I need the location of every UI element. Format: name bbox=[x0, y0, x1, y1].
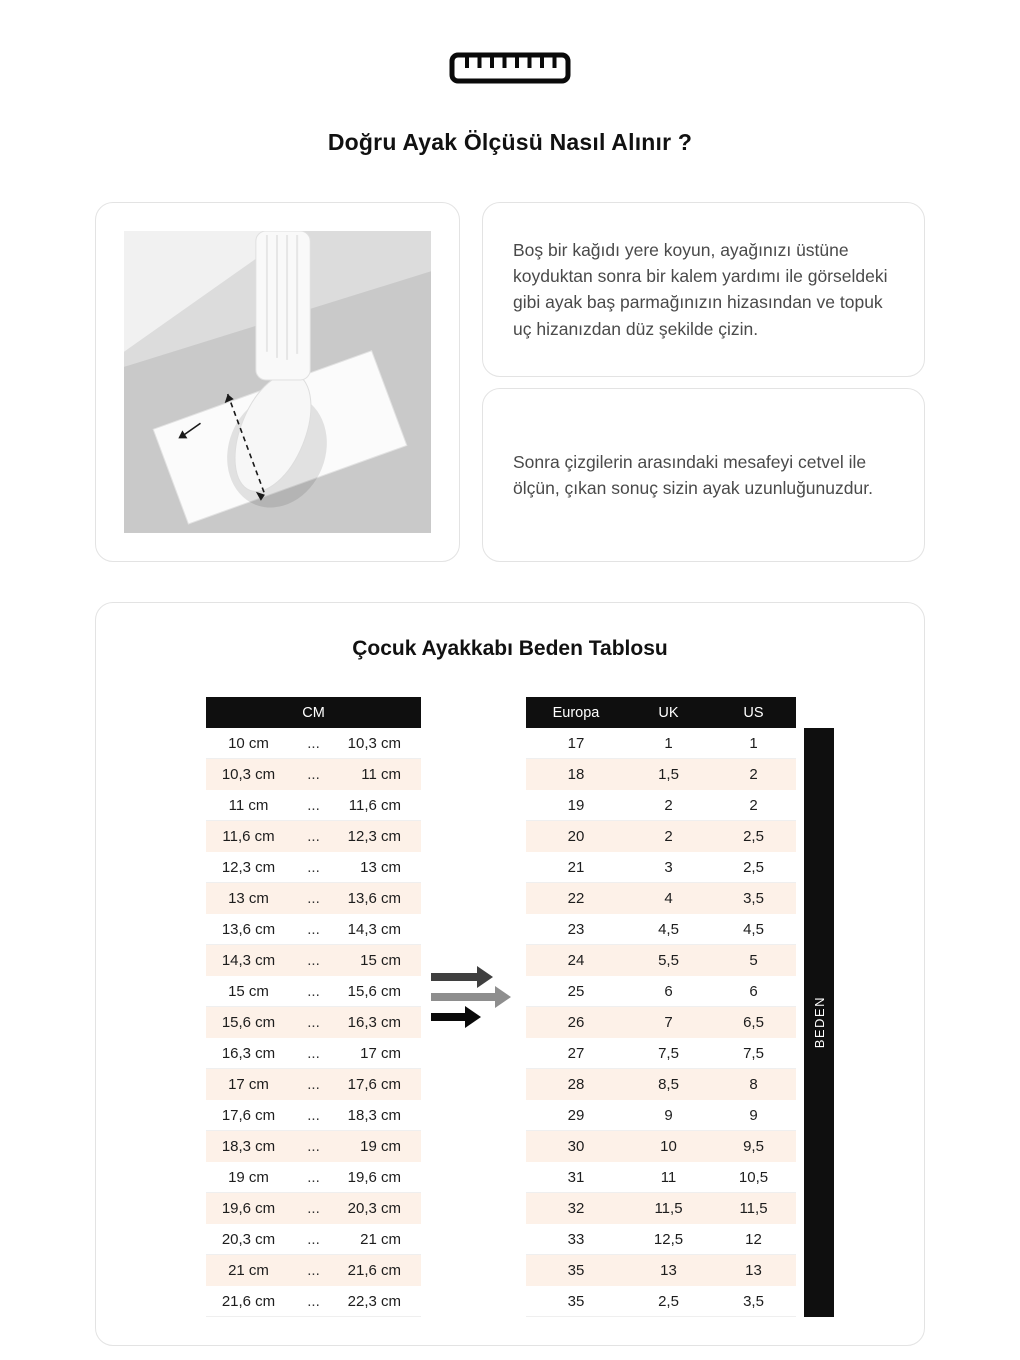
size-table bbox=[526, 697, 796, 1317]
size-table-cell: 12 bbox=[745, 1230, 762, 1248]
ruler-icon bbox=[449, 52, 571, 89]
cm-table-row bbox=[206, 914, 421, 945]
size-table-cell: 3 bbox=[664, 858, 673, 876]
size-table-row bbox=[526, 914, 796, 945]
cm-table-cell: 18,3 cm bbox=[347, 1106, 401, 1124]
size-table-cell: 18 bbox=[567, 765, 585, 783]
foot-measurement-photo bbox=[124, 231, 431, 533]
size-table-row bbox=[526, 1100, 796, 1131]
cm-table-cell: 20,3 cm bbox=[347, 1199, 401, 1217]
cm-table-cell: 19,6 cm bbox=[347, 1168, 401, 1186]
cm-table-row bbox=[206, 728, 421, 759]
size-table-cell: 23 bbox=[567, 920, 585, 938]
cm-table-cell: ... bbox=[307, 1292, 320, 1310]
cm-table-row bbox=[206, 1286, 421, 1317]
size-table-cell: 22 bbox=[567, 889, 585, 907]
size-chart-card bbox=[95, 602, 925, 1346]
size-table-cell: 8,5 bbox=[658, 1075, 679, 1093]
cm-table-row bbox=[206, 759, 421, 790]
size-table-row bbox=[526, 728, 796, 759]
cm-table-cell: 14,3 cm bbox=[221, 951, 276, 969]
size-table-cell: 11,5 bbox=[654, 1199, 683, 1217]
size-table-cell: 3,5 bbox=[743, 889, 764, 907]
cm-table-cell: ... bbox=[307, 858, 320, 876]
size-table-row bbox=[526, 1007, 796, 1038]
size-table-cell: 1,5 bbox=[658, 765, 679, 783]
instruction-card-1 bbox=[482, 202, 925, 377]
cm-table-cell: ... bbox=[307, 734, 320, 752]
cm-table-cell: ... bbox=[307, 1106, 320, 1124]
cm-table-cell: 19 cm bbox=[228, 1168, 269, 1186]
size-table-cell: 9,5 bbox=[743, 1137, 764, 1155]
size-table-cell: 2,5 bbox=[658, 1292, 679, 1310]
cm-table-cell: ... bbox=[307, 889, 320, 907]
cm-table-cell: 16,3 cm bbox=[221, 1044, 276, 1062]
cm-table-cell: 17 cm bbox=[360, 1044, 401, 1062]
cm-table-cell: 13,6 cm bbox=[347, 889, 401, 907]
cm-table-cell: 10,3 cm bbox=[221, 765, 276, 783]
size-table-cell: 4,5 bbox=[658, 920, 679, 938]
size-table-cell: 6,5 bbox=[743, 1013, 764, 1031]
size-table-row bbox=[526, 1224, 796, 1255]
cm-table-row bbox=[206, 1224, 421, 1255]
size-table-row bbox=[526, 821, 796, 852]
cm-table-cell: 11,6 cm bbox=[348, 796, 401, 814]
cm-table-cell: 12,3 cm bbox=[221, 858, 276, 876]
size-table-cell: 2 bbox=[749, 765, 758, 783]
cm-table-row bbox=[206, 1007, 421, 1038]
cm-table-row bbox=[206, 790, 421, 821]
size-table-cell: 13 bbox=[745, 1261, 762, 1279]
size-table-cell: 6 bbox=[664, 982, 673, 1000]
size-table-cell: 27 bbox=[567, 1044, 585, 1062]
size-table-cell: 11,5 bbox=[739, 1199, 768, 1217]
cm-table-cell: ... bbox=[307, 982, 320, 1000]
size-table-cell: 25 bbox=[567, 982, 585, 1000]
size-table-cell: 9 bbox=[749, 1106, 758, 1124]
cm-table-row bbox=[206, 1255, 421, 1286]
instruction-cards bbox=[482, 202, 925, 562]
size-table-cell: 1 bbox=[664, 734, 673, 752]
size-table-row bbox=[526, 883, 796, 914]
size-table-cell: 13 bbox=[660, 1261, 677, 1279]
size-table-header-uk: UK bbox=[658, 704, 679, 721]
size-table-row bbox=[526, 1038, 796, 1069]
cm-table-cell: ... bbox=[307, 1230, 320, 1248]
size-chart-tables bbox=[96, 697, 924, 1317]
arrows-right-icon bbox=[431, 960, 516, 1035]
cm-table-cell: 15,6 cm bbox=[347, 982, 401, 1000]
cm-table-row bbox=[206, 1131, 421, 1162]
beden-label: BEDEN bbox=[811, 996, 827, 1049]
size-table-cell: 1 bbox=[749, 734, 758, 752]
cm-table-cell: ... bbox=[307, 951, 320, 969]
size-table-cell: 7,5 bbox=[658, 1044, 679, 1062]
cm-table-cell: 11 cm bbox=[228, 796, 269, 814]
cm-table-row bbox=[206, 1038, 421, 1069]
cm-table-row bbox=[206, 945, 421, 976]
cm-table-row bbox=[206, 883, 421, 914]
cm-table-row bbox=[206, 1193, 421, 1224]
size-table-cell: 26 bbox=[567, 1013, 585, 1031]
cm-table-cell: 11,6 cm bbox=[222, 827, 275, 845]
cm-table-cell: 11 cm bbox=[361, 765, 401, 783]
cm-table-cell: ... bbox=[307, 920, 320, 938]
size-table-cell: 7 bbox=[664, 1013, 673, 1031]
cm-table bbox=[206, 697, 421, 1317]
size-table-row bbox=[526, 1162, 796, 1193]
cm-table-cell: 15 cm bbox=[228, 982, 269, 1000]
size-table-cell: 24 bbox=[567, 951, 585, 969]
cm-table-cell: 10 cm bbox=[228, 734, 269, 752]
size-table-cell: 28 bbox=[567, 1075, 585, 1093]
cm-table-cell: 21 cm bbox=[360, 1230, 401, 1248]
cm-table-cell: ... bbox=[307, 796, 320, 814]
size-table-cell: 30 bbox=[567, 1137, 585, 1155]
instruction-step-1: Boş bir kağıdı yere koyun, ayağınızı üstüne koyduktan sonra bir kalem yardımı ile görseldeki gibi ayak baş parmağınızın hizasından ve topuk uç hizanızdan düz şekilde çizin. bbox=[513, 239, 888, 339]
size-table-cell: 32 bbox=[567, 1199, 585, 1217]
cm-table-cell: 17 cm bbox=[228, 1075, 269, 1093]
size-table-row bbox=[526, 945, 796, 976]
cm-table-cell: 17,6 cm bbox=[347, 1075, 401, 1093]
size-table-header-europa: Europa bbox=[552, 704, 600, 721]
size-table-cell: 29 bbox=[567, 1106, 585, 1124]
size-table-cell: 5 bbox=[749, 951, 758, 969]
cm-table-cell: ... bbox=[307, 765, 320, 783]
size-table-header-us: US bbox=[743, 704, 764, 721]
size-table-cell: 10,5 bbox=[738, 1168, 769, 1186]
size-table-cell: 5,5 bbox=[658, 951, 679, 969]
cm-table-cell: 21,6 cm bbox=[221, 1292, 276, 1310]
size-table-cell: 7,5 bbox=[743, 1044, 764, 1062]
size-table-cell: 4 bbox=[664, 889, 673, 907]
size-table-cell: 20 bbox=[567, 827, 585, 845]
size-table-cell: 2 bbox=[749, 796, 758, 814]
size-table-row bbox=[526, 1193, 796, 1224]
cm-table-cell: 18,3 cm bbox=[221, 1137, 276, 1155]
size-table-row bbox=[526, 1069, 796, 1100]
cm-table-body bbox=[206, 728, 421, 1317]
size-table-cell: 2 bbox=[664, 796, 673, 814]
size-table-cell: 12,5 bbox=[653, 1230, 684, 1248]
cm-table-cell: 15 cm bbox=[360, 951, 401, 969]
size-table-cell: 8 bbox=[749, 1075, 758, 1093]
cm-table-cell: 13 cm bbox=[228, 889, 269, 907]
cm-table-cell: 12,3 cm bbox=[347, 827, 401, 845]
cm-table-cell: 19 cm bbox=[360, 1137, 401, 1155]
cm-table-cell: ... bbox=[307, 1199, 320, 1217]
size-table-cell: 19 bbox=[567, 796, 585, 814]
cm-table-row bbox=[206, 1162, 421, 1193]
cm-table-row bbox=[206, 821, 421, 852]
size-table-cell: 6 bbox=[749, 982, 758, 1000]
instruction-card-2 bbox=[482, 388, 925, 563]
cm-table-cell: 16,3 cm bbox=[347, 1013, 401, 1031]
cm-table-cell: ... bbox=[307, 1137, 320, 1155]
foot-photo-card bbox=[95, 202, 460, 562]
size-table-row bbox=[526, 1131, 796, 1162]
size-table-cell: 2,5 bbox=[743, 827, 764, 845]
size-table-row bbox=[526, 759, 796, 790]
size-chart-title: Çocuk Ayakkabı Beden Tablosu bbox=[352, 637, 668, 660]
cm-table-cell: 19,6 cm bbox=[221, 1199, 276, 1217]
cm-table-row bbox=[206, 1069, 421, 1100]
cm-table-cell: 14,3 cm bbox=[347, 920, 401, 938]
size-table-cell: 35 bbox=[567, 1292, 585, 1310]
instructions-section bbox=[95, 202, 925, 562]
size-table-cell: 21 bbox=[567, 858, 585, 876]
size-table-cell: 17 bbox=[567, 734, 585, 752]
size-table-cell: 35 bbox=[567, 1261, 585, 1279]
cm-table-row bbox=[206, 1100, 421, 1131]
size-table-body bbox=[526, 728, 796, 1317]
cm-table-cell: 21 cm bbox=[228, 1261, 269, 1279]
size-table-cell: 11 bbox=[660, 1168, 677, 1186]
size-table-row bbox=[526, 790, 796, 821]
size-table-cell: 10 bbox=[660, 1137, 677, 1155]
cm-table-cell: ... bbox=[307, 1044, 320, 1062]
cm-table-cell: 13,6 cm bbox=[221, 920, 276, 938]
cm-table-header: CM bbox=[206, 697, 421, 728]
cm-table-cell: ... bbox=[307, 827, 320, 845]
cm-table-cell: 13 cm bbox=[360, 858, 401, 876]
cm-table-cell: 10,3 cm bbox=[347, 734, 401, 752]
size-table-cell: 9 bbox=[664, 1106, 673, 1124]
cm-table-cell: 22,3 cm bbox=[347, 1292, 401, 1310]
page-title: Doğru Ayak Ölçüsü Nasıl Alınır ? bbox=[327, 129, 693, 155]
size-table-cell: 33 bbox=[567, 1230, 585, 1248]
size-table-cell: 31 bbox=[567, 1168, 585, 1186]
size-table-cell: 3,5 bbox=[743, 1292, 764, 1310]
size-table-cell: 2 bbox=[664, 827, 673, 845]
cm-table-cell: ... bbox=[307, 1168, 320, 1186]
cm-table-row bbox=[206, 852, 421, 883]
instruction-step-2: Sonra çizgilerin arasındaki mesafeyi cetvel ile ölçün, çıkan sonuç sizin ayak uzunluğunuzdur. bbox=[513, 451, 873, 498]
size-table-row bbox=[526, 852, 796, 883]
cm-table-row bbox=[206, 976, 421, 1007]
page-header bbox=[0, 52, 1020, 156]
cm-table-cell: ... bbox=[307, 1075, 320, 1093]
beden-bar bbox=[804, 728, 834, 1317]
cm-table-cell: 17,6 cm bbox=[221, 1106, 276, 1124]
cm-table-cell: ... bbox=[307, 1013, 320, 1031]
size-table-row bbox=[526, 1286, 796, 1317]
cm-table-cell: 20,3 cm bbox=[221, 1230, 276, 1248]
cm-table-cell: ... bbox=[307, 1261, 320, 1279]
size-table-cell: 4,5 bbox=[743, 920, 764, 938]
size-table-row bbox=[526, 1255, 796, 1286]
size-table-cell: 2,5 bbox=[743, 858, 764, 876]
cm-table-cell: 15,6 cm bbox=[221, 1013, 276, 1031]
cm-table-cell: 21,6 cm bbox=[347, 1261, 401, 1279]
size-table-header bbox=[526, 697, 796, 728]
size-table-row bbox=[526, 976, 796, 1007]
